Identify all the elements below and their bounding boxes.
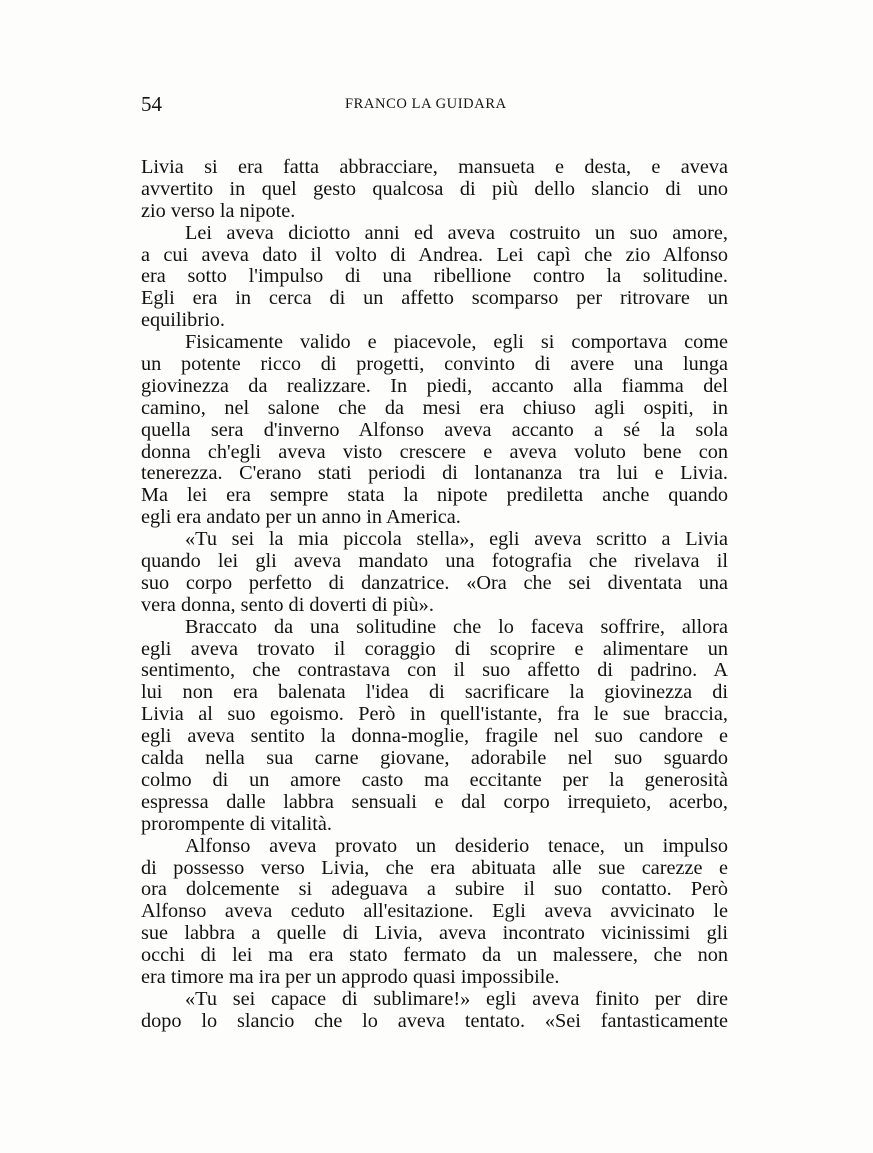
text-line: tenerezza. C'erano stati periodi di lontananza tra lui e Livia. — [141, 462, 728, 485]
text-line: dopo lo slancio che lo aveva tentato. «Sei fantasticamente — [141, 1009, 728, 1032]
paragraph — [141, 989, 728, 1033]
text-line: sentimento, che contrastava con il suo affetto di padrino. A — [141, 659, 728, 682]
text-line: Egli era in cerca di un affetto scomparso per ritrovare un — [141, 287, 728, 310]
paragraph — [141, 157, 728, 223]
text-line: egli era andato per un anno in America. — [141, 506, 461, 529]
text-line: di possesso verso Livia, che era abituata alle sue carezze e — [141, 856, 728, 879]
body-text — [141, 157, 728, 1033]
text-line: a cui aveva dato il volto di Andrea. Lei capì che zio Alfonso — [141, 243, 728, 266]
text-line: occhi di lei ma era stato fermato da un malessere, che non — [141, 944, 728, 967]
paragraph — [141, 529, 728, 617]
paragraph — [141, 617, 728, 836]
text-line: quella sera d'inverno Alfonso aveva accanto a sé la sola — [141, 418, 728, 441]
text-line: calda nella sua carne giovane, adorabile nel suo sguardo — [141, 747, 728, 770]
text-line: camino, nel salone che da mesi era chiuso agli ospiti, in — [141, 396, 728, 419]
text-line: Ma lei era sempre stata la nipote prediletta anche quando — [141, 484, 728, 507]
text-line: Fisicamente valido e piacevole, egli si comportava come — [185, 331, 728, 354]
text-line: Alfonso aveva ceduto all'esitazione. Egli aveva avvicinato le — [141, 900, 728, 923]
text-line: prorompente di vitalità. — [141, 812, 332, 835]
paragraph — [141, 332, 728, 529]
text-line: colmo di un amore casto ma eccitante per la generosità — [141, 768, 728, 791]
text-line: donna ch'egli aveva visto crescere e aveva voluto bene con — [141, 440, 728, 463]
text-line: suo corpo perfetto di danzatrice. «Ora che sei diventata una — [141, 571, 728, 594]
text-line: Alfonso aveva provato un desiderio tenace, un impulso — [185, 834, 728, 857]
text-line: quando lei gli aveva mandato una fotografia che rivelava il — [141, 550, 728, 573]
text-line: egli aveva sentito la donna-moglie, fragile nel suo candore e — [141, 725, 728, 748]
text-line: espressa dalle labbra sensuali e dal corpo irrequieto, acerbo, — [141, 790, 728, 813]
text-line: un potente ricco di progetti, convinto di avere una lunga — [141, 353, 728, 376]
text-line: Livia si era fatta abbracciare, mansueta e desta, e aveva — [141, 156, 728, 178]
text-line: zio verso la nipote. — [141, 199, 296, 222]
page-number: 54 — [141, 92, 162, 116]
text-line: avvertito in quel gesto qualcosa di più dello slancio di uno — [141, 177, 728, 200]
text-line: sue labbra a quelle di Livia, aveva incontrato vicinissimi gli — [141, 922, 728, 945]
text-line: vera donna, sento di doverti di più». — [141, 593, 434, 616]
text-line: Lei aveva diciotto anni ed aveva costruito un suo amore, — [185, 221, 728, 244]
text-line: «Tu sei capace di sublimare!» egli aveva finito per dire — [185, 987, 728, 1010]
text-line: ora dolcemente si adeguava a subire il suo contatto. Però — [141, 878, 728, 901]
text-line: lui non era balenata l'idea di sacrificare la giovinezza di — [141, 681, 728, 704]
text-line: egli aveva trovato il coraggio di scoprire e alimentare un — [141, 637, 728, 660]
text-line: era timore ma ira per un approdo quasi impossibile. — [141, 965, 560, 988]
text-line: equilibrio. — [141, 309, 225, 332]
paragraph — [141, 836, 728, 989]
paragraph — [141, 223, 728, 332]
text-line: era sotto l'impulso di una ribellione contro la solitudine. — [141, 265, 728, 288]
text-line: Livia al suo egoismo. Però in quell'istante, fra le sue braccia, — [141, 703, 728, 726]
text-line: giovinezza da realizzare. In piedi, accanto alla fiamma del — [141, 374, 728, 397]
running-head: FRANCO LA GUIDARA — [345, 96, 507, 112]
text-line: «Tu sei la mia piccola stella», egli aveva scritto a Livia — [185, 528, 728, 551]
text-line: Braccato da una solitudine che lo faceva soffrire, allora — [185, 615, 728, 638]
